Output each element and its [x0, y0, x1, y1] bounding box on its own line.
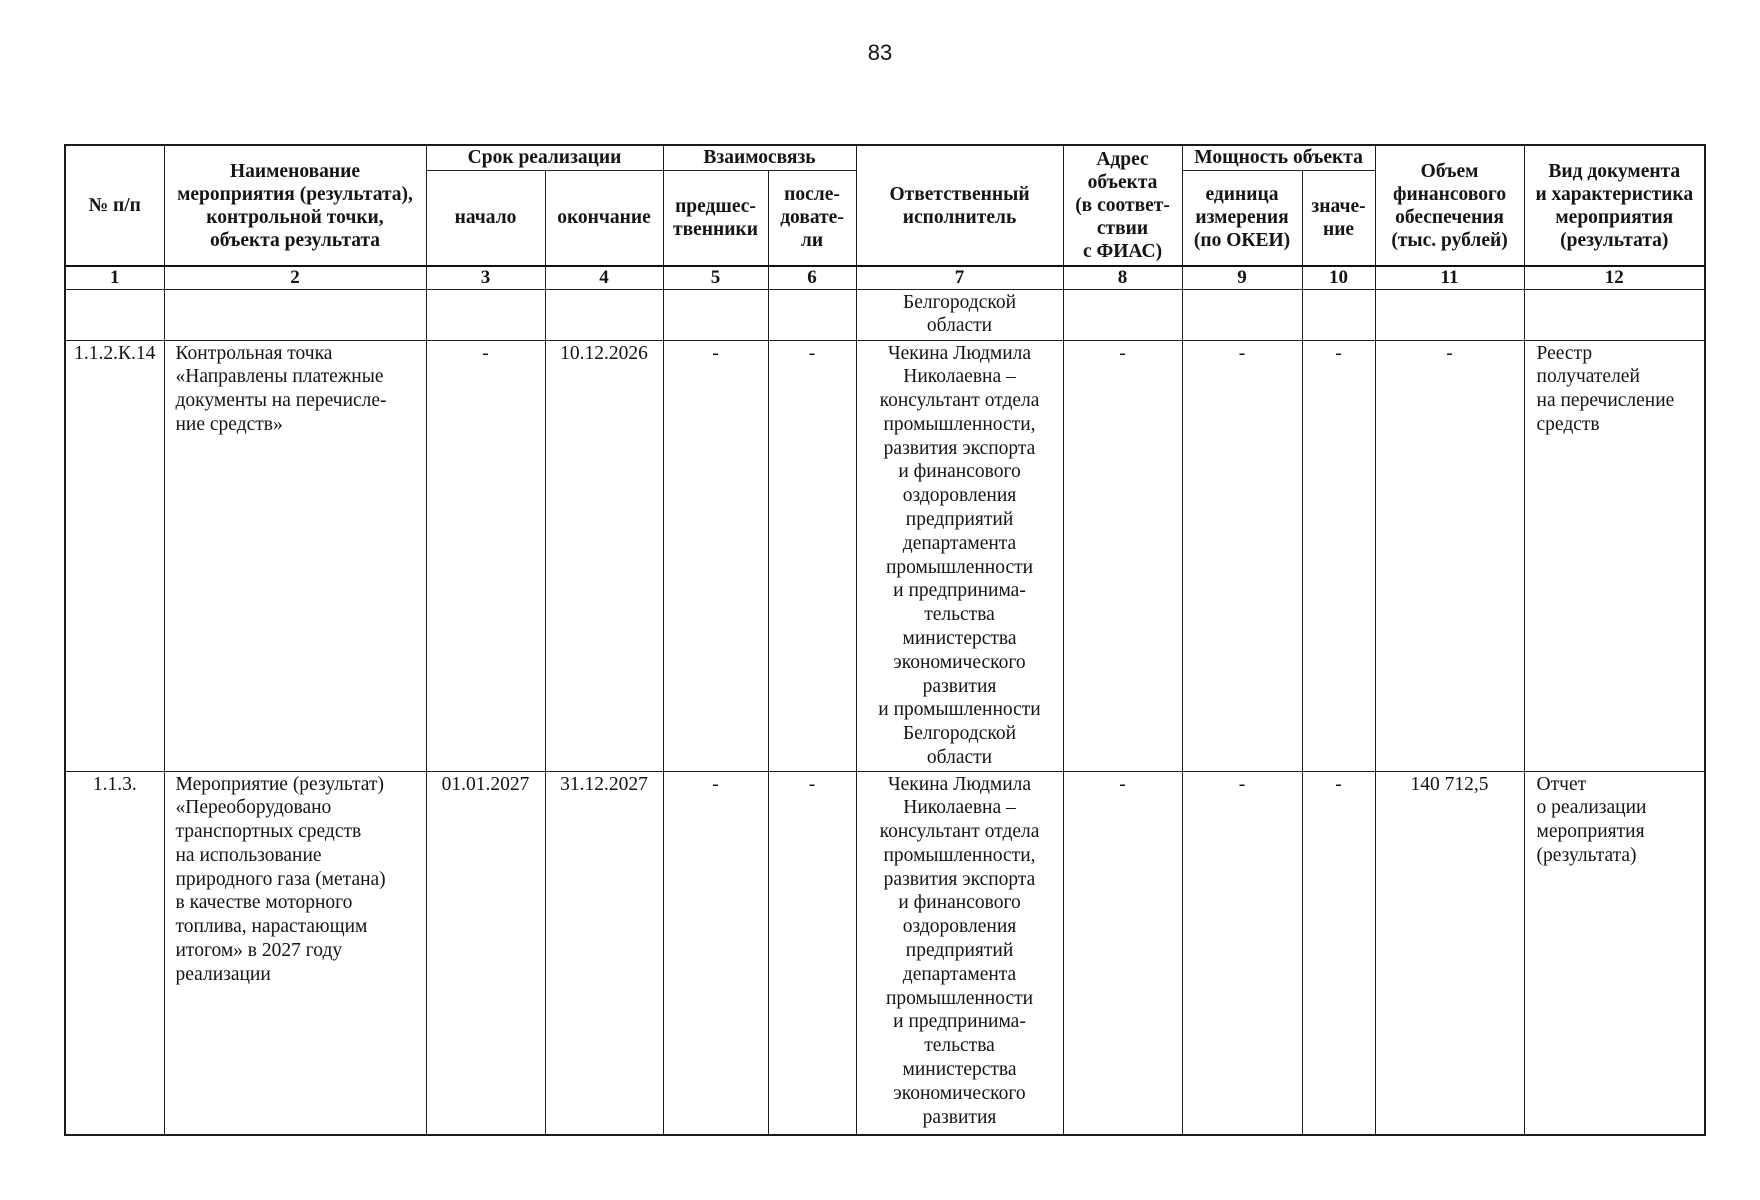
cell-name: Мероприятие (результат) «Переоборудовано транспортных средств на использование природного газа (метана) в качестве моторного топлива, нарастающим итогом» в 2027 году реализации [164, 771, 426, 1135]
column-number: 10 [1302, 266, 1375, 289]
table-row [65, 289, 1705, 340]
column-number: 1 [65, 266, 164, 289]
cell-document: Реестр получателей на перечисление средств [1524, 340, 1705, 771]
header-document: Вид документа и характеристика мероприятия (результата) [1524, 145, 1705, 266]
cell-start [426, 289, 545, 340]
header-number: № п/п [65, 145, 164, 266]
cell-responsible: Чекина Людмила Николаевна – консультант отдела промышленности, развития экспорта и финансового оздоровления предприятий департамента промышленности и предпринима- тельства министерства экономического развития и промышленности Белгородской области [856, 340, 1063, 771]
cell-number: 1.1.2.К.14 [65, 340, 164, 771]
cell-successors: - [768, 340, 856, 771]
cell-successors: - [768, 771, 856, 1135]
cell-financing [1375, 289, 1524, 340]
header-predecessors: предшес- твенники [663, 170, 768, 266]
cell-financing: 140 712,5 [1375, 771, 1524, 1135]
cell-value: - [1302, 771, 1375, 1135]
header-address: Адрес объекта (в соответ- ствии с ФИАС) [1063, 145, 1182, 266]
table-row [65, 340, 1705, 771]
cell-start: - [426, 340, 545, 771]
header-name: Наименование мероприятия (результата), контрольной точки, объекта результата [164, 145, 426, 266]
header-unit: единица измерения (по ОКЕИ) [1182, 170, 1302, 266]
column-number: 8 [1063, 266, 1182, 289]
cell-predecessors [663, 289, 768, 340]
table-row [65, 771, 1705, 1135]
cell-end: 10.12.2026 [545, 340, 663, 771]
header-end: окончание [545, 170, 663, 266]
header-value: значе- ние [1302, 170, 1375, 266]
header-start: начало [426, 170, 545, 266]
column-number: 12 [1524, 266, 1705, 289]
cell-address: - [1063, 340, 1182, 771]
cell-name: Контрольная точка «Направлены платежные документы на перечисле- ние средств» [164, 340, 426, 771]
cell-responsible: Белгородской области [856, 289, 1063, 340]
cell-unit [1182, 289, 1302, 340]
cell-value [1302, 289, 1375, 340]
cell-document [1524, 289, 1705, 340]
cell-value: - [1302, 340, 1375, 771]
cell-address: - [1063, 771, 1182, 1135]
page-number: 83 [867, 40, 893, 65]
column-number: 6 [768, 266, 856, 289]
activities-table [64, 144, 1706, 1136]
cell-successors [768, 289, 856, 340]
cell-address [1063, 289, 1182, 340]
cell-end: 31.12.2027 [545, 771, 663, 1135]
cell-name [164, 289, 426, 340]
column-number: 2 [164, 266, 426, 289]
column-number: 4 [545, 266, 663, 289]
column-number-row [65, 266, 1705, 289]
cell-number [65, 289, 164, 340]
column-number: 3 [426, 266, 545, 289]
cell-document: Отчет о реализации мероприятия (результата) [1524, 771, 1705, 1135]
cell-number: 1.1.3. [65, 771, 164, 1135]
table-header [65, 145, 1705, 289]
header-term-group: Срок реализации [426, 145, 663, 170]
cell-responsible: Чекина Людмила Николаевна – консультант отдела промышленности, развития экспорта и финансового оздоровления предприятий департамента промышленности и предпринима- тельства министерства экономического развития [856, 771, 1063, 1135]
cell-end [545, 289, 663, 340]
header-responsible: Ответственный исполнитель [856, 145, 1063, 266]
column-number: 7 [856, 266, 1063, 289]
header-successors: после- довате- ли [768, 170, 856, 266]
cell-unit: - [1182, 771, 1302, 1135]
cell-unit: - [1182, 340, 1302, 771]
header-link-group: Взаимосвязь [663, 145, 856, 170]
column-number: 5 [663, 266, 768, 289]
column-number: 9 [1182, 266, 1302, 289]
cell-predecessors: - [663, 771, 768, 1135]
header-financing: Объем финансового обеспечения (тыс. рублей) [1375, 145, 1524, 266]
header-capacity-group: Мощность объекта [1182, 145, 1375, 170]
column-number: 11 [1375, 266, 1524, 289]
cell-predecessors: - [663, 340, 768, 771]
cell-start: 01.01.2027 [426, 771, 545, 1135]
cell-financing: - [1375, 340, 1524, 771]
